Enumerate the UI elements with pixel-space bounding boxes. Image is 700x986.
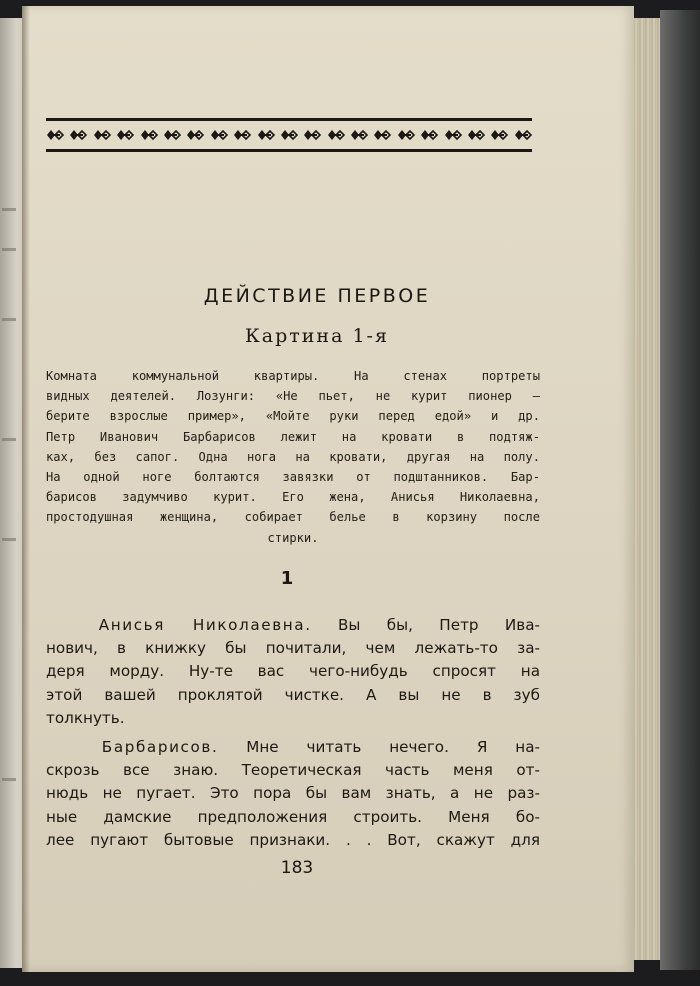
- section-number: 1: [280, 568, 294, 589]
- ornament-motif: [303, 127, 321, 143]
- ornament-motif: [257, 127, 275, 143]
- dialogue-line: [46, 736, 540, 759]
- ornament-motif: [373, 127, 391, 143]
- dialogue-body: [46, 614, 540, 852]
- stage-direction-line: Комната коммунальной квартиры. На стенах портреты: [46, 369, 540, 383]
- ornament-motif: [93, 127, 111, 143]
- stage-direction-line: простодушная женщина, собирает белье в корзину после: [46, 510, 540, 525]
- dialogue-text: Вы бы, Петр Ива-: [311, 616, 541, 634]
- ornament-motif: [233, 127, 251, 143]
- ornament-motif: [69, 127, 87, 143]
- ornament-motif: [514, 127, 532, 143]
- ornament-motif: [163, 127, 181, 143]
- speaker-name: Барбарисов.: [101, 738, 219, 757]
- stage-direction-line: ках, без сапог. Одна нога на кровати, другая на полу.: [46, 449, 540, 464]
- dialogue-line: ные дамские предположения строить. Меня бо-: [46, 807, 540, 826]
- dialogue-line: [46, 614, 540, 637]
- stage-direction-line: Петр Иванович Барбарисов лежит на кровати в подтяж-: [46, 429, 540, 444]
- ornament-pattern-row: [46, 125, 532, 145]
- stage-direction-line: На одной ноге болтаются завязки от подштанников. Бар-: [46, 470, 540, 485]
- stage-direction: [46, 366, 540, 548]
- ornament-motif: [350, 127, 368, 143]
- dialogue-line: нович, в книжку бы почитали, чем лежать-то за-: [46, 639, 540, 658]
- spine-shadow: [22, 6, 30, 972]
- border-bottom-rule: [46, 149, 532, 152]
- dialogue-line: толкнуть.: [46, 708, 125, 727]
- ornament-motif: [467, 127, 485, 143]
- ornament-motif: [186, 127, 204, 143]
- ornament-motif: [116, 127, 134, 143]
- border-top-rule: [46, 118, 532, 121]
- scene-title: Картина 1-я: [245, 325, 389, 347]
- ornament-motif: [444, 127, 462, 143]
- ornament-motif: [210, 127, 228, 143]
- act-title: ДЕЙСТВИЕ ПЕРВОЕ: [203, 285, 431, 307]
- dialogue-line: этой вашей проклятой чистке. А вы не в зуб: [46, 685, 540, 704]
- stage-direction-line: берите взрослые пример», «Мойте руки перед едой» и др.: [46, 409, 540, 424]
- ornament-motif: [490, 127, 508, 143]
- ornament-motif: [397, 127, 415, 143]
- ornament-motif: [280, 127, 298, 143]
- ornament-motif: [140, 127, 158, 143]
- stage-direction-line: видных деятелей. Лозунги: «Не пьет, не курит пионер —: [46, 389, 540, 404]
- dialogue-line: нюдь не пугает. Это пора бы вам знать, а не раз-: [46, 784, 540, 803]
- dialogue-text: Мне читать нечего. Я на-: [218, 738, 540, 757]
- dialogue-line: деря морду. Ну-те вас чего-нибудь спросят на: [46, 662, 540, 681]
- book-cover-edge: [660, 10, 700, 970]
- dialogue-line: скрозь все знаю. Теоретическая часть меня от-: [46, 761, 540, 780]
- dialogue-line: лее пугают бытовые признаки. . . Вот, скажут для: [46, 830, 540, 849]
- page-number: 183: [280, 858, 314, 878]
- speaker-name: Анисья Николаевна.: [98, 616, 312, 634]
- stage-direction-line: барисов задумчиво курит. Его жена, Анисья Николаевна,: [46, 490, 540, 505]
- ornament-motif: [327, 127, 345, 143]
- decorative-header-border: [46, 118, 532, 152]
- ornament-motif: [46, 127, 64, 143]
- stage-direction-line: стирки.: [267, 530, 319, 545]
- ornament-motif: [420, 127, 438, 143]
